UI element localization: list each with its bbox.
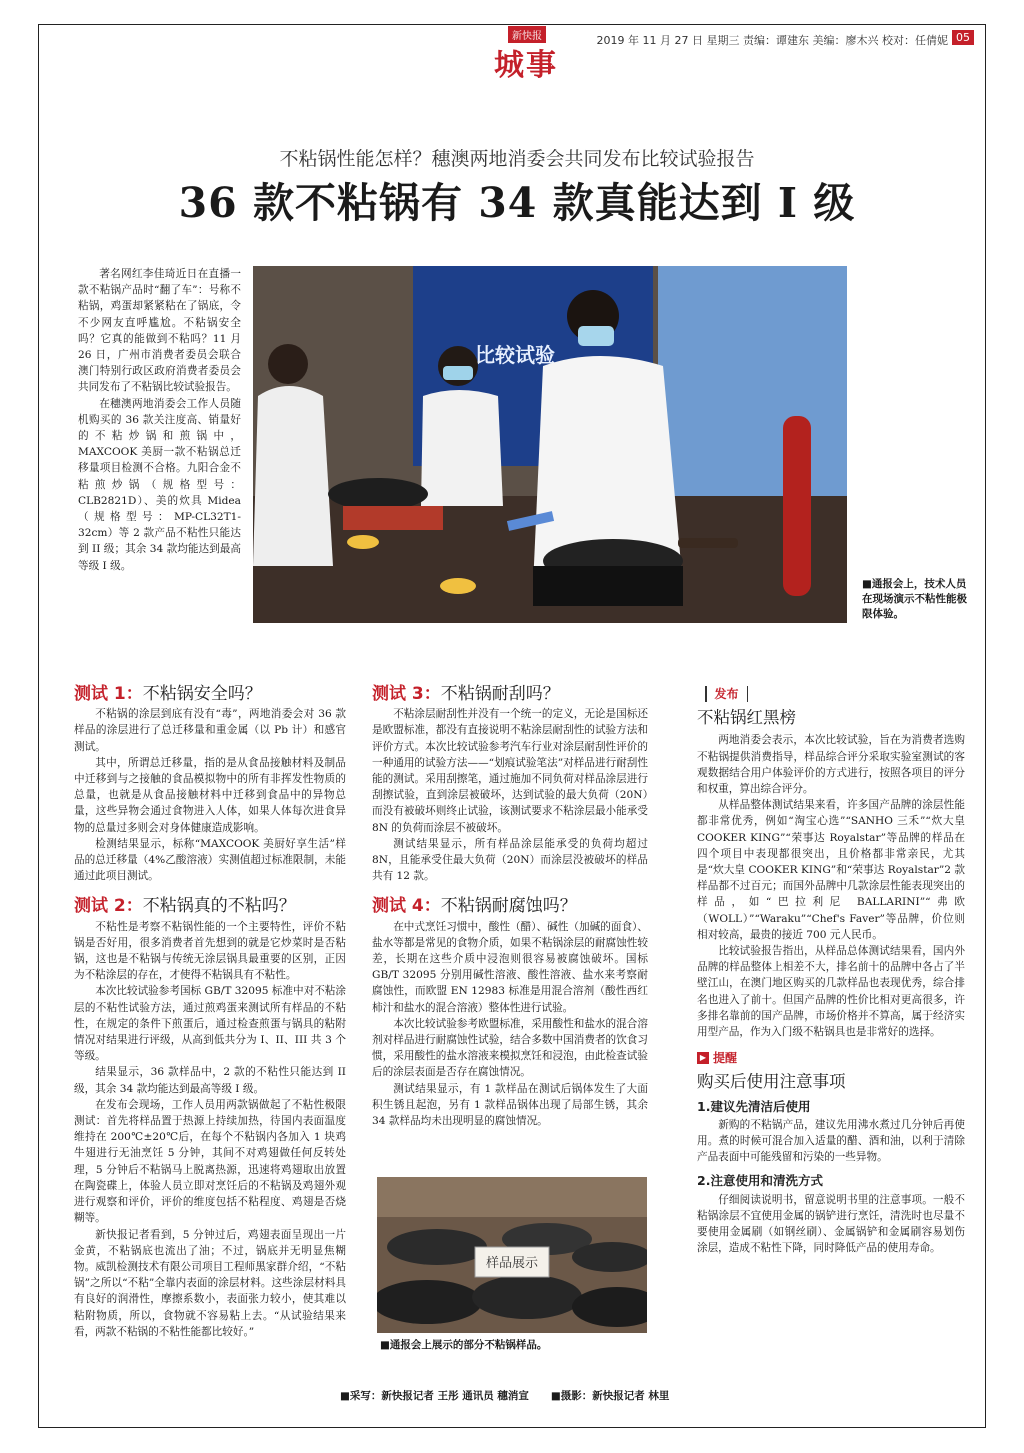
paragraph: 仔细阅读说明书，留意说明书里的注意事项。一般不粘锅涂层不宜使用金属的锅铲进行烹饪，清洗时也尽量不要使用金属刷（如钢丝刷）、金属锅铲和金属刷容易划伤涂层，造成不粘性下降，同时降低产品的使用寿命。 [697,1193,965,1255]
paragraph: 在中式烹饪习惯中，酸性（醋）、碱性（加碱的面食）、盐水等都是常见的食物介质，如果不粘锅涂层的耐腐蚀性较差，长期在这些介质中浸泡则很容易被腐蚀破坏。国标 GB/T 32095 分别用碱性溶液、酸性溶液、盐水来考察耐腐蚀性，而欧盟 EN 12983 标准是用混合溶剂（酸性西红柿汁和盐水的混合溶液）整体性进行试验。 [372,920,648,1014]
paragraph: 测试结果显示，有 1 款样品在测试后锅体发生了大面积生锈且起泡，另有 1 款样品锅体出现了局部生锈，其余 34 款样品均未出现明显的腐蚀情况。 [372,1082,648,1128]
paragraph: 新快报记者看到，5 分钟过后，鸡翅表面呈现出一片金黄，不粘锅底也流出了油；不过，锅底并无明显焦糊物。威凯检测技术有限公司项目工程师黑家群介绍，“不粘锅”之所以“不粘”全靠内表面的涂层材料。这些涂层材料具有良好的润滑性，摩擦系数小，表面张力较小，使其难以粘附物质，所以，食物就不容易粘上去。“从试验结果来看，两款不粘锅的不粘性能都比较好。” [74,1228,346,1338]
headline-title: 36 款不粘锅有 34 款真能达到 I 级 [178,179,856,227]
test-4-heading: 测试 4：不粘锅耐腐蚀吗？ [372,896,577,917]
lab-demo-photo-illustration [253,266,847,623]
paragraph: 本次比较试验参考欧盟标准，采用酸性和盐水的混合溶剂对样品进行耐腐蚀性试验，结合多数中国消费者的饮食习惯，采用酸性的盐水溶液来模拟烹饪和浸泡，由此检查试验后的涂层表面是否存在腐蚀情况。 [372,1017,648,1079]
backdrop-text: 比较试验 [475,343,555,367]
play-icon: ▶ [697,1052,709,1064]
byline: ■采写：新快报记者 王彤 通讯员 穗消宣 [340,1390,529,1402]
paragraph: 在发布会现场，工作人员用两款锅做起了不粘性极限测试：首先将样品置于热源上持续加热，待国内表面温度维持在 200℃±20℃后，在每个不粘锅内各加入 1 块鸡牛翅进行无油烹饪 5 分钟，其间不对鸡翅做任何反转处理，5 分钟后不粘锅马上脱离热源，迅速将鸡翅取出放置在陶瓷碟上，体验人员立即对烹饪后的不粘锅及鸡翅外观进行观察和评价，评价的维度包括不粘程度、鸡翅是否烧糊等。 [74,1098,346,1225]
tip-heading: 1.建议先清洁后使用 [697,1098,811,1114]
headline-subtitle: 不粘锅性能怎样？穗澳两地消委会共同发布比较试验报告 [279,148,755,170]
paragraph: 不粘涂层耐刮性并没有一个统一的定义，无论是国标还是欧盟标准，都没有直接说明不粘涂层耐刮性的试验方法和评价方式。本次比较试验参考汽车行业对涂层耐刮性评价的一种通用的试验方法——“划痕试验笔法”对样品进行耐刮性能的测试。采用刮擦笔，通过施加不同负荷对样品涂层进行刮擦试验，直到涂层被破坏，达到试验的最大负荷（20N）而没有被破坏则终止试验，该测试要求不粘涂层最小能承受 8N 的负荷而涂层不被破坏。 [372,708,648,834]
dateline: 2019 年 11 月 27 日 星期三 责编：谭建东 美编：廖木兴 校对：任倩妮 [596,34,948,47]
lead-article [78,266,241,574]
paragraph: 从样品整体测试结果来看，许多国产品牌的涂层性能都非常优秀，例如“淘宝心选”“SANHO 三禾”“炊大皇 COOKER KING”“荣事达 Royalstar”等品牌的样品在四个项目中表现都很突出，且价格都非常亲民，尤其是“炊大皇 COOKER KING”和“荣事达 Royalstar”2 款样品都不过百元；而国外品牌中几款涂层性能表现突出的样品，如“巴拉利尼 BALLARINI”“弗欧（WOLL）”“Waraku”“Chef's Faver”等品牌，价位则相对较高，最贵的接近 700 元人民币。 [697,799,965,941]
article-column-2 [372,686,648,1129]
main-photo-caption: ■通报会上，技术人员在现场演示不粘性能极限体验。 [862,578,967,620]
paragraph: 测试结果显示，所有样品涂层能承受的负荷均超过 8N，且能承受住最大负荷（20N）而涂层没被破坏的样品共有 12 款。 [372,837,648,883]
tip-kicker: ▶ 提醒 [697,1050,965,1066]
lead-paragraph: 著名网红李佳琦近日在直播一款不粘锅产品时“翻了车”：号称不粘锅，鸡蛋却紧紧粘在了锅底，令不少网友直呼尴尬。不粘锅安全吗？它真的能做到不粘吗？11 月 26 日，广州市消费者委员会联合澳门特别行政区政府消费者委员会共同发布了不粘锅比较试验报告。 [78,268,241,394]
test-3-heading: 测试 3：不粘锅耐刮吗？ [372,684,560,704]
paragraph: 不粘锅的涂层到底有没有“毒”，两地消委会对 36 款样品的涂层进行了总迁移量和重金属（以 Pb 计）和感官测试。 [74,708,346,753]
photo-byline: ■摄影：新快报记者 林里 [550,1390,670,1402]
paragraph: 不粘性是考察不粘锅性能的一个主要特性，评价不粘锅是否好用，很多消费者首先想到的就是它炒菜时是否粘锅，这也是不粘锅与传统无涂层锅具最重要的区别，正因为不粘涂层的存在，才使得不粘锅具有不粘性。 [74,920,346,982]
paragraph: 检测结果显示，标称“MAXCOOK 美厨好享生活”样品的总迁移量（4%乙酸溶液）实测值超过标准限制，未能通过此项目测试。 [74,837,346,883]
paragraph: 结果显示，36 款样品中，2 款的不粘性只能达到 II 级，其余 34 款均能达到最高等级 I 级。 [74,1066,346,1095]
sidebar-kicker: 发布 [697,686,965,702]
section-title: 城事 [494,48,558,83]
paragraph: 两地消委会表示，本次比较试验，旨在为消费者选购不粘锅提供消费指导，样品综合评分采取实验室测试的客观数据结合用户体验评价的方式进行，按照各项目的评分和权重，算出综合评分。 [697,734,965,796]
footer-credits [340,1388,940,1403]
sidebar-column [697,686,965,1257]
brand-badge: 新快报 [508,26,546,43]
paragraph: 比较试验报告指出，从样品总体测试结果看，国内外品牌的样品整体上相差不大，排名前十的品牌中各占了半壁江山，在澳门地区购买的几款样品也表现优秀，综合排名也进入了前十。但国产品牌的性价比相对更高很多，许多排名靠前的国产品牌，市场价格并不算高，属于经济实用型产品，作为入门级不粘锅具也是非常好的选择。 [697,945,965,1039]
sign-text: 样品展示 [485,1256,539,1271]
tip-title: 购买后使用注意事项 [697,1072,846,1092]
lead-paragraph: 在穗澳两地消委会工作人员随机购买的 36 款关注度高、销量好的不粘炒锅和煎锅中，MAXCOOK 美厨一款不粘锅总迁移量项目检测不合格。九阳合金不粘煎炒锅（规格型号：CLB2821D）、美的炊具 Midea（规格型号：MP-CL32T1-32cm）等 2 款产品不粘性只能达到 II 级；其余 34 款均能达到最高等级 I 级。 [78,397,241,572]
masthead [60,28,974,83]
main-photo [253,266,847,623]
paragraph: 新购的不粘锅产品，建议先用沸水煮过几分钟后再使用。煮的时候可混合加入适量的醋、酒和油，以利于清除产品表面中可能残留和污染的一些异物。 [697,1118,965,1164]
samples-photo [377,1177,647,1333]
paragraph: 其中，所谓总迁移量，指的是从食品接触材料及制品中迁移到与之接触的食品模拟物中的所有非挥发性物质的总量，也就是从食品接触材料中迁移到食品中的异物总量，这些异物会通过食物进入人体，如果人体每次进食异物的总量过多则会对身体健康造成影响。 [74,756,346,834]
sidebar-title: 不粘锅红黑榜 [697,708,796,728]
page-number: 05 [952,30,974,45]
test-1-heading: 测试 1：不粘锅安全吗？ [74,684,262,704]
paragraph: 本次比较试验参考国标 GB/T 32095 标准中对不粘涂层的不粘性试验方法，通过煎鸡蛋来测试所有样品的不粘性，在规定的条件下煎蛋后，通过检查煎蛋与锅具的粘附情况对结果进行评级，从高到低共分为 I、II、III 共 3 个等级。 [74,985,346,1063]
samples-photo-caption: ■通报会上展示的部分不粘锅样品。 [380,1339,548,1351]
pans-display-illustration [377,1177,647,1333]
article-column-1 [74,686,346,1340]
tip-heading: 2.注意使用和清洗方式 [697,1173,823,1189]
test-2-heading: 测试 2：不粘锅真的不粘吗？ [74,896,296,917]
